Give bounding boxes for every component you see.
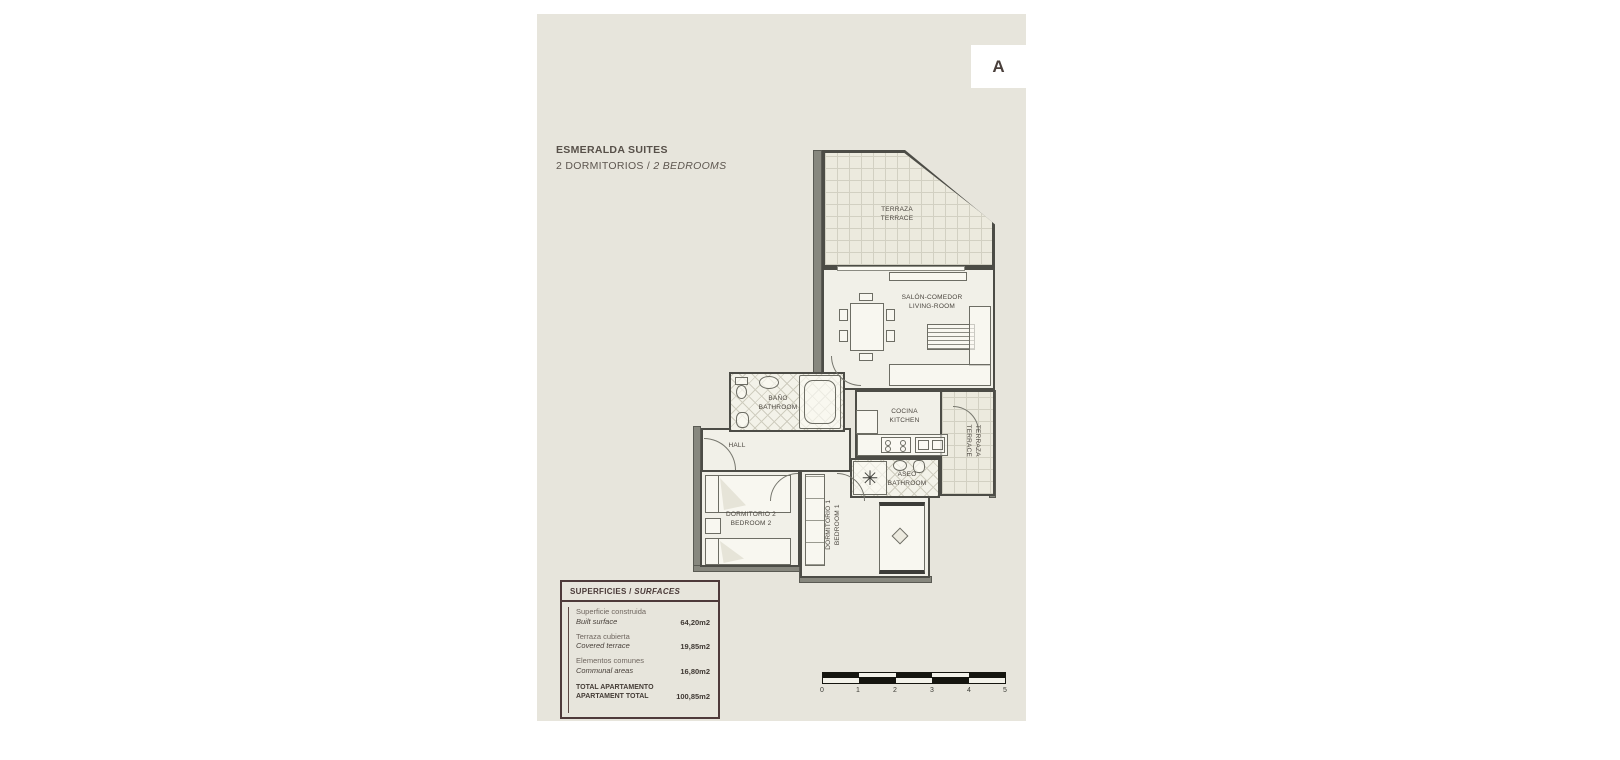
sofa-right xyxy=(969,306,991,366)
stove-icon xyxy=(881,437,911,453)
table-row xyxy=(576,607,710,627)
scale-label-5: 5 xyxy=(1003,687,1007,694)
row-label-es: Superficie construida xyxy=(576,607,647,616)
sofa-bottom xyxy=(889,364,991,386)
total-value: 100,85m2 xyxy=(676,691,710,701)
kitchen-es: COCINA xyxy=(891,408,918,415)
bed-double xyxy=(879,502,925,574)
surfaces-table-header xyxy=(562,582,718,602)
surfaces-table xyxy=(560,580,720,719)
total-label-es: TOTAL APARTAMENTO xyxy=(576,683,654,691)
terrace-top-en: TERRACE xyxy=(880,214,914,222)
page-subtitle xyxy=(556,160,726,172)
bathroom-main-es: BAÑO xyxy=(768,395,788,402)
wardrobe xyxy=(805,474,825,566)
room-label-terrace-side xyxy=(963,406,981,476)
title-block xyxy=(556,144,726,172)
page-title: ESMERALDA SUITES xyxy=(556,144,668,156)
table-total-row xyxy=(576,683,710,701)
row-value: 16,80m2 xyxy=(680,666,710,676)
wall-left-upper xyxy=(813,150,822,392)
room-label-bathroom-main xyxy=(733,395,823,413)
living-es: SALÓN-COMEDOR xyxy=(901,294,963,301)
subtitle-en: 2 BEDROOMS xyxy=(653,160,727,172)
pillow xyxy=(720,541,744,563)
surfaces-header-en: SURFACES xyxy=(634,587,681,596)
surfaces-header-es: SUPERFICIES / xyxy=(570,587,635,596)
chair xyxy=(886,330,895,342)
floorplan-sheet xyxy=(537,14,1026,721)
bathroom-main-en: BATHROOM xyxy=(758,403,798,411)
terrace-side-es: TERRAZA xyxy=(973,424,981,457)
scale-label-0: 0 xyxy=(820,687,824,694)
chair xyxy=(839,330,848,342)
living-en: LIVING-ROOM xyxy=(909,302,955,310)
toilet-tank xyxy=(735,377,748,385)
bathroom-small-en: BATHROOM xyxy=(887,479,927,487)
terrace-top-es: TERRAZA xyxy=(881,206,913,213)
scale-label-3: 3 xyxy=(930,687,934,694)
pillow xyxy=(720,478,746,510)
bedroom2-es: DORMITORIO 2 xyxy=(726,511,776,518)
kitchen-sink-icon xyxy=(915,437,945,453)
row-label-es: Elementos comunes xyxy=(576,656,644,665)
bedroom1-en: BEDROOM 1 xyxy=(834,504,841,546)
scale-bar xyxy=(822,672,1006,699)
room-label-bedroom1 xyxy=(825,480,843,570)
chair xyxy=(859,353,873,361)
room-label-living xyxy=(867,294,997,312)
total-label-en: APARTAMENT TOTAL xyxy=(576,692,649,700)
row-value: 19,85m2 xyxy=(680,642,710,651)
coffee-table xyxy=(927,324,975,350)
room-label-terrace-top xyxy=(857,206,937,224)
sideboard xyxy=(889,272,967,281)
room-label-bathroom-small xyxy=(875,471,939,489)
terrace-side-en: TERRACE xyxy=(965,424,972,457)
table-row xyxy=(576,632,710,652)
bedroom1-es: DORMITORIO 1 xyxy=(825,499,833,550)
scale-label-1: 1 xyxy=(856,687,860,694)
table-inner-rule xyxy=(568,607,569,713)
scale-label-2: 2 xyxy=(893,687,897,694)
table-row xyxy=(576,656,710,676)
plan-letter-box xyxy=(971,45,1026,88)
bathroom-small-es: ASEO xyxy=(897,471,917,478)
row-label-en: Communal areas xyxy=(576,665,634,675)
bed-cushion xyxy=(892,528,909,545)
aseo-sink-icon xyxy=(893,460,907,471)
room-label-hall xyxy=(717,442,757,451)
subtitle-es: 2 DORMITORIOS / xyxy=(556,160,654,172)
room-label-bedroom2 xyxy=(702,511,800,529)
hall-label: HALL xyxy=(728,442,746,449)
terrace-sliding-door xyxy=(837,266,965,271)
bed-single-2 xyxy=(705,538,791,565)
row-value: 64,20m2 xyxy=(680,617,710,627)
bidet-icon xyxy=(736,412,749,428)
shower-icon: ✳ xyxy=(853,461,887,495)
row-label-en: Covered terrace xyxy=(576,641,630,651)
room-label-kitchen xyxy=(867,408,942,426)
row-label-en: Built surface xyxy=(576,616,618,626)
scale-bar-row-bottom xyxy=(822,678,1006,684)
scale-label-4: 4 xyxy=(967,687,971,694)
scale-bar-labels xyxy=(822,687,1006,699)
chair xyxy=(839,309,848,321)
row-label-es: Terraza cubierta xyxy=(576,631,630,641)
plan-letter: A xyxy=(992,56,1005,76)
kitchen-en: KITCHEN xyxy=(889,416,920,424)
sink-icon xyxy=(759,376,779,389)
bedroom2-en: BEDROOM 2 xyxy=(730,519,772,527)
